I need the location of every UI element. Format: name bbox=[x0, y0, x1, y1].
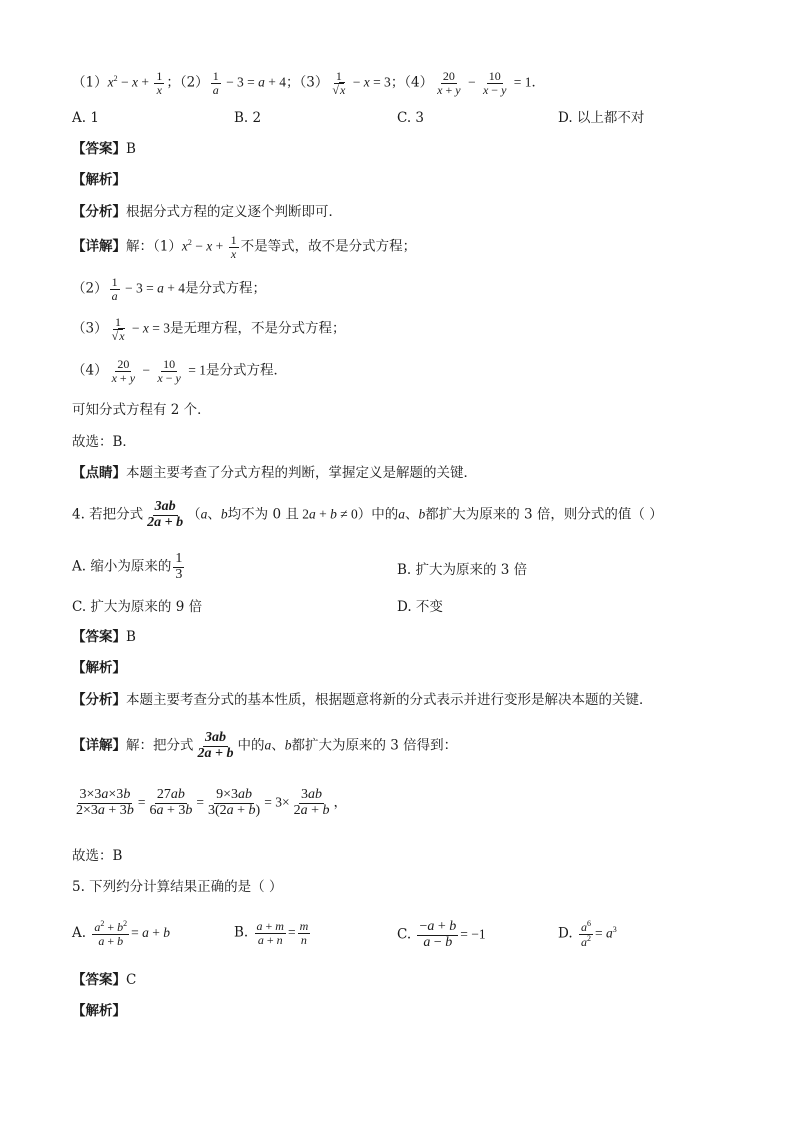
q3-analysis-heading: 【解析】 bbox=[72, 172, 126, 188]
q5-option-c: C. $\frac{-a + b}{a - b}$ = −1 bbox=[397, 919, 486, 950]
item-1-label: （1） bbox=[72, 74, 108, 91]
q4-option-b: B. 扩大为原来的 3 倍 bbox=[397, 562, 528, 578]
q3-conclusion: 可知分式方程有 2 个． bbox=[72, 402, 211, 418]
q3-option-b: B. 2 bbox=[234, 110, 262, 126]
q4-analysis-heading: 【解析】 bbox=[72, 660, 126, 676]
q3-detail-3: （3） $\frac{1}{√x}$ − x = 3是无理方程，不是分式方程； bbox=[72, 315, 346, 343]
q3-fenxi: 【分析】根据分式方程的定义逐个判断即可． bbox=[72, 204, 342, 220]
q3-equations: $(1)x^2 - x$ + $\frac{1}{x}$ ；（2） $\frac{1}{a}$ − 3 = a + 4；（3） $\frac{1}{√x}$ − x = 3；（4） $\frac{20}{x + y}$ − $\frac{10}{x - y}$ = 1． bbox=[72, 69, 546, 97]
q5-option-a: A. $\frac{a^2 + b^2}{a + b}$ = a + b bbox=[72, 919, 170, 948]
q5-stem: 5. 下列约分计算结果正确的是（ ） bbox=[72, 879, 283, 895]
q4-option-d: D. 不变 bbox=[397, 599, 443, 615]
q3-option-d: D. 以上都不对 bbox=[558, 110, 645, 126]
q4-choose: 故选：B bbox=[72, 848, 123, 864]
q4-option-a: A. 缩小为原来的 $\frac{1}{3}$ bbox=[72, 551, 183, 582]
item-2-label: ；（2） bbox=[166, 74, 209, 91]
q3-detail-2: （2） $\frac{1}{a}$ − 3 = a + 4是分式方程； bbox=[72, 275, 266, 303]
item-3-label: ；（3） bbox=[286, 74, 329, 91]
item-4-label: ；（4） bbox=[390, 74, 434, 91]
q4-option-c: C. 扩大为原来的 9 倍 bbox=[72, 599, 203, 615]
q3-choose: 故选：B． bbox=[72, 434, 136, 450]
q5-analysis-heading: 【解析】 bbox=[72, 1003, 126, 1019]
q3-dianjing: 【点睛】本题主要考查了分式方程的判断，掌握定义是解题的关键． bbox=[72, 465, 477, 481]
q3-option-a: A. 1 bbox=[72, 110, 99, 126]
q3-answer: 【答案】B bbox=[72, 141, 136, 157]
q4-fenxi: 【分析】本题主要考查分式的基本性质，根据题意将新的分式表示并进行变形是解决本题的关键． bbox=[72, 692, 653, 708]
end-period: ． bbox=[531, 74, 546, 91]
q5-answer: 【答案】C bbox=[72, 972, 137, 988]
q4-derivation: $\frac{3\times 3a\times 3b}{2\times 3a + 3b}$ = $\frac{27ab}{6a + 3b}$ = $\frac{9\times 3ab}{3(2a + b)}$ = 3× $\frac{3ab}{2a + b}$ ， bbox=[76, 787, 347, 818]
q3-detail-4: （4） $\frac{20}{x + y}$ − $\frac{10}{x - y}$ = 1是分式方程． bbox=[72, 357, 287, 385]
q3-detail-1: 【详解】解：$(1)x^2 - x$ + $\frac{1}{x}$ 不是等式，故不是分式方程； bbox=[72, 233, 417, 261]
q5-option-b: B. $\frac{a + m}{a + n}$ = $\frac{m}{n}$ bbox=[234, 919, 309, 947]
q3-option-c: C. 3 bbox=[397, 110, 425, 126]
q5-option-d: D. $\frac{a^6}{a^2}$ = $a^3$ bbox=[558, 919, 617, 949]
q4-answer: 【答案】B bbox=[72, 629, 136, 645]
q4-stem: 4. 若把分式 $\frac{3ab}{2a + b}$ （a、b均不为 0 且 2a + b ≠ 0）中的a、b都扩大为原来的 3 倍，则分式的值（ ） bbox=[72, 499, 663, 530]
q4-detail: 【详解】解：把分式 $\frac{3ab}{2a + b}$ 中的a、b都扩大为原来的 3 倍得到： bbox=[72, 730, 458, 761]
